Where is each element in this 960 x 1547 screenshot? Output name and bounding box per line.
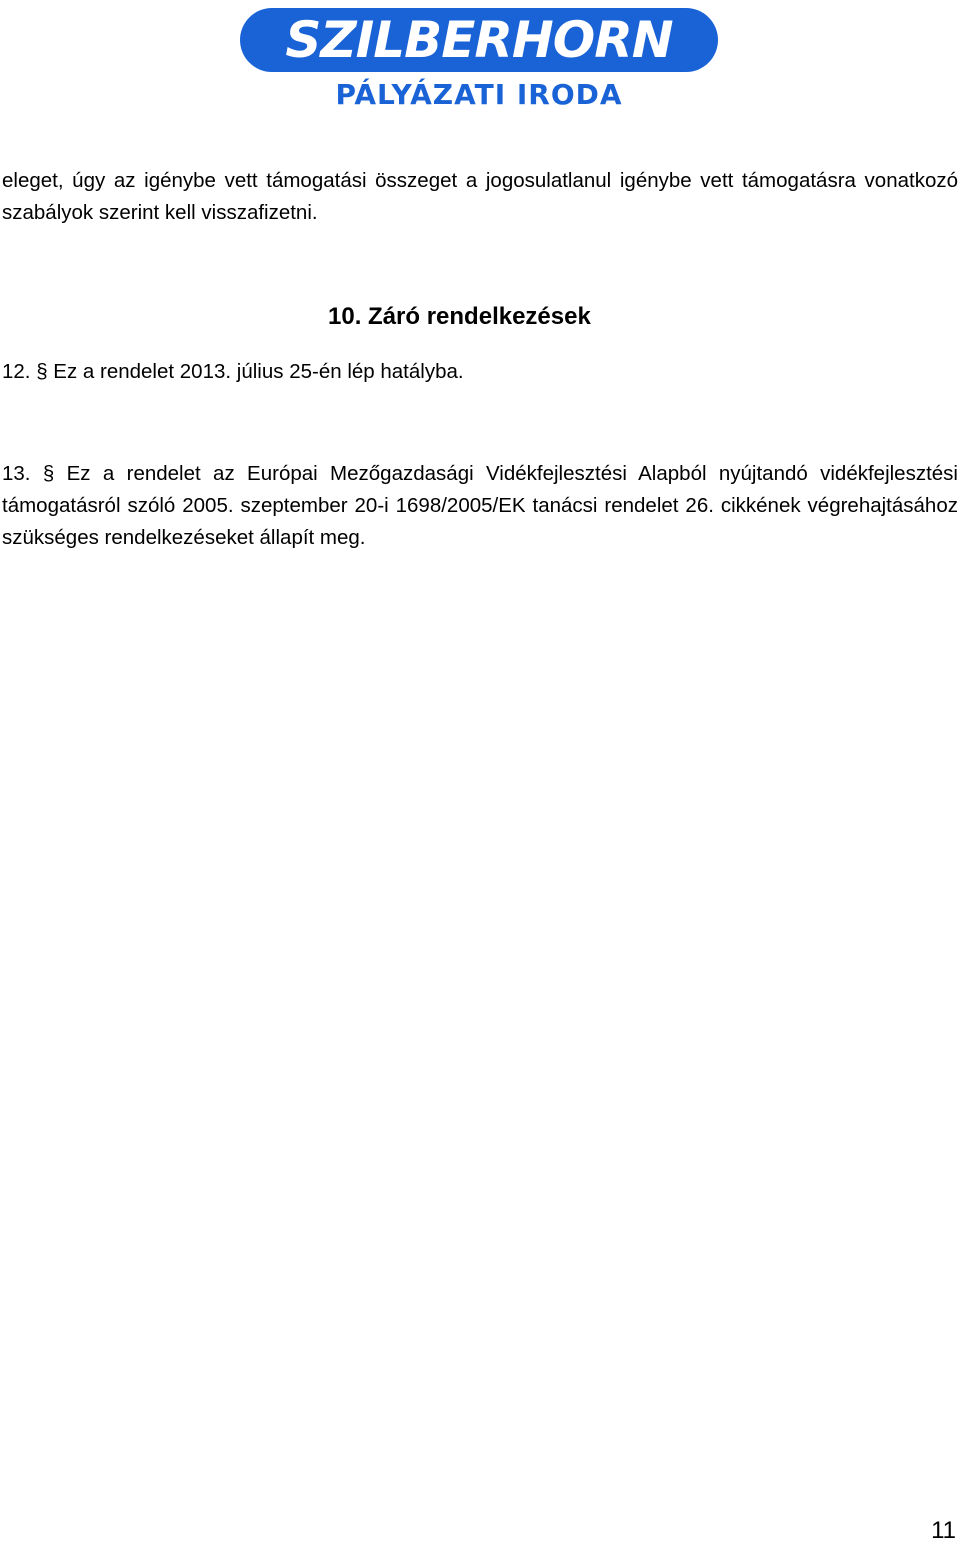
logo-wordmark: SZILBERHORN: [285, 11, 673, 69]
page-number: 11: [931, 1517, 956, 1544]
logo-subtitle: PÁLYÁZATI IRODA: [335, 78, 623, 111]
paragraph-12: 12. § Ez a rendelet 2013. július 25-én lép hatályba.: [2, 360, 464, 383]
paragraph-13: 13. § Ez a rendelet az Európai Mezőgazdasági Vidékfejlesztési Alapból nyújtandó vidékfejlesztési támogatásról szóló 2005. szeptember 20-i 1698/2005/EK tanácsi rendelet 26. cikkének végrehajtásához szükséges rendelkezéseket állapít meg.: [2, 462, 958, 549]
paragraph-continuation: eleget, úgy az igénybe vett támogatási összeget a jogosulatlanul igénybe vett támogatásra vonatkozó szabályok szerint kell visszafizetni.: [2, 169, 958, 224]
szilberhorn-logo: [240, 8, 718, 110]
logo-banner: [240, 8, 718, 72]
section-heading: 10. Záró rendelkezések: [328, 303, 591, 330]
